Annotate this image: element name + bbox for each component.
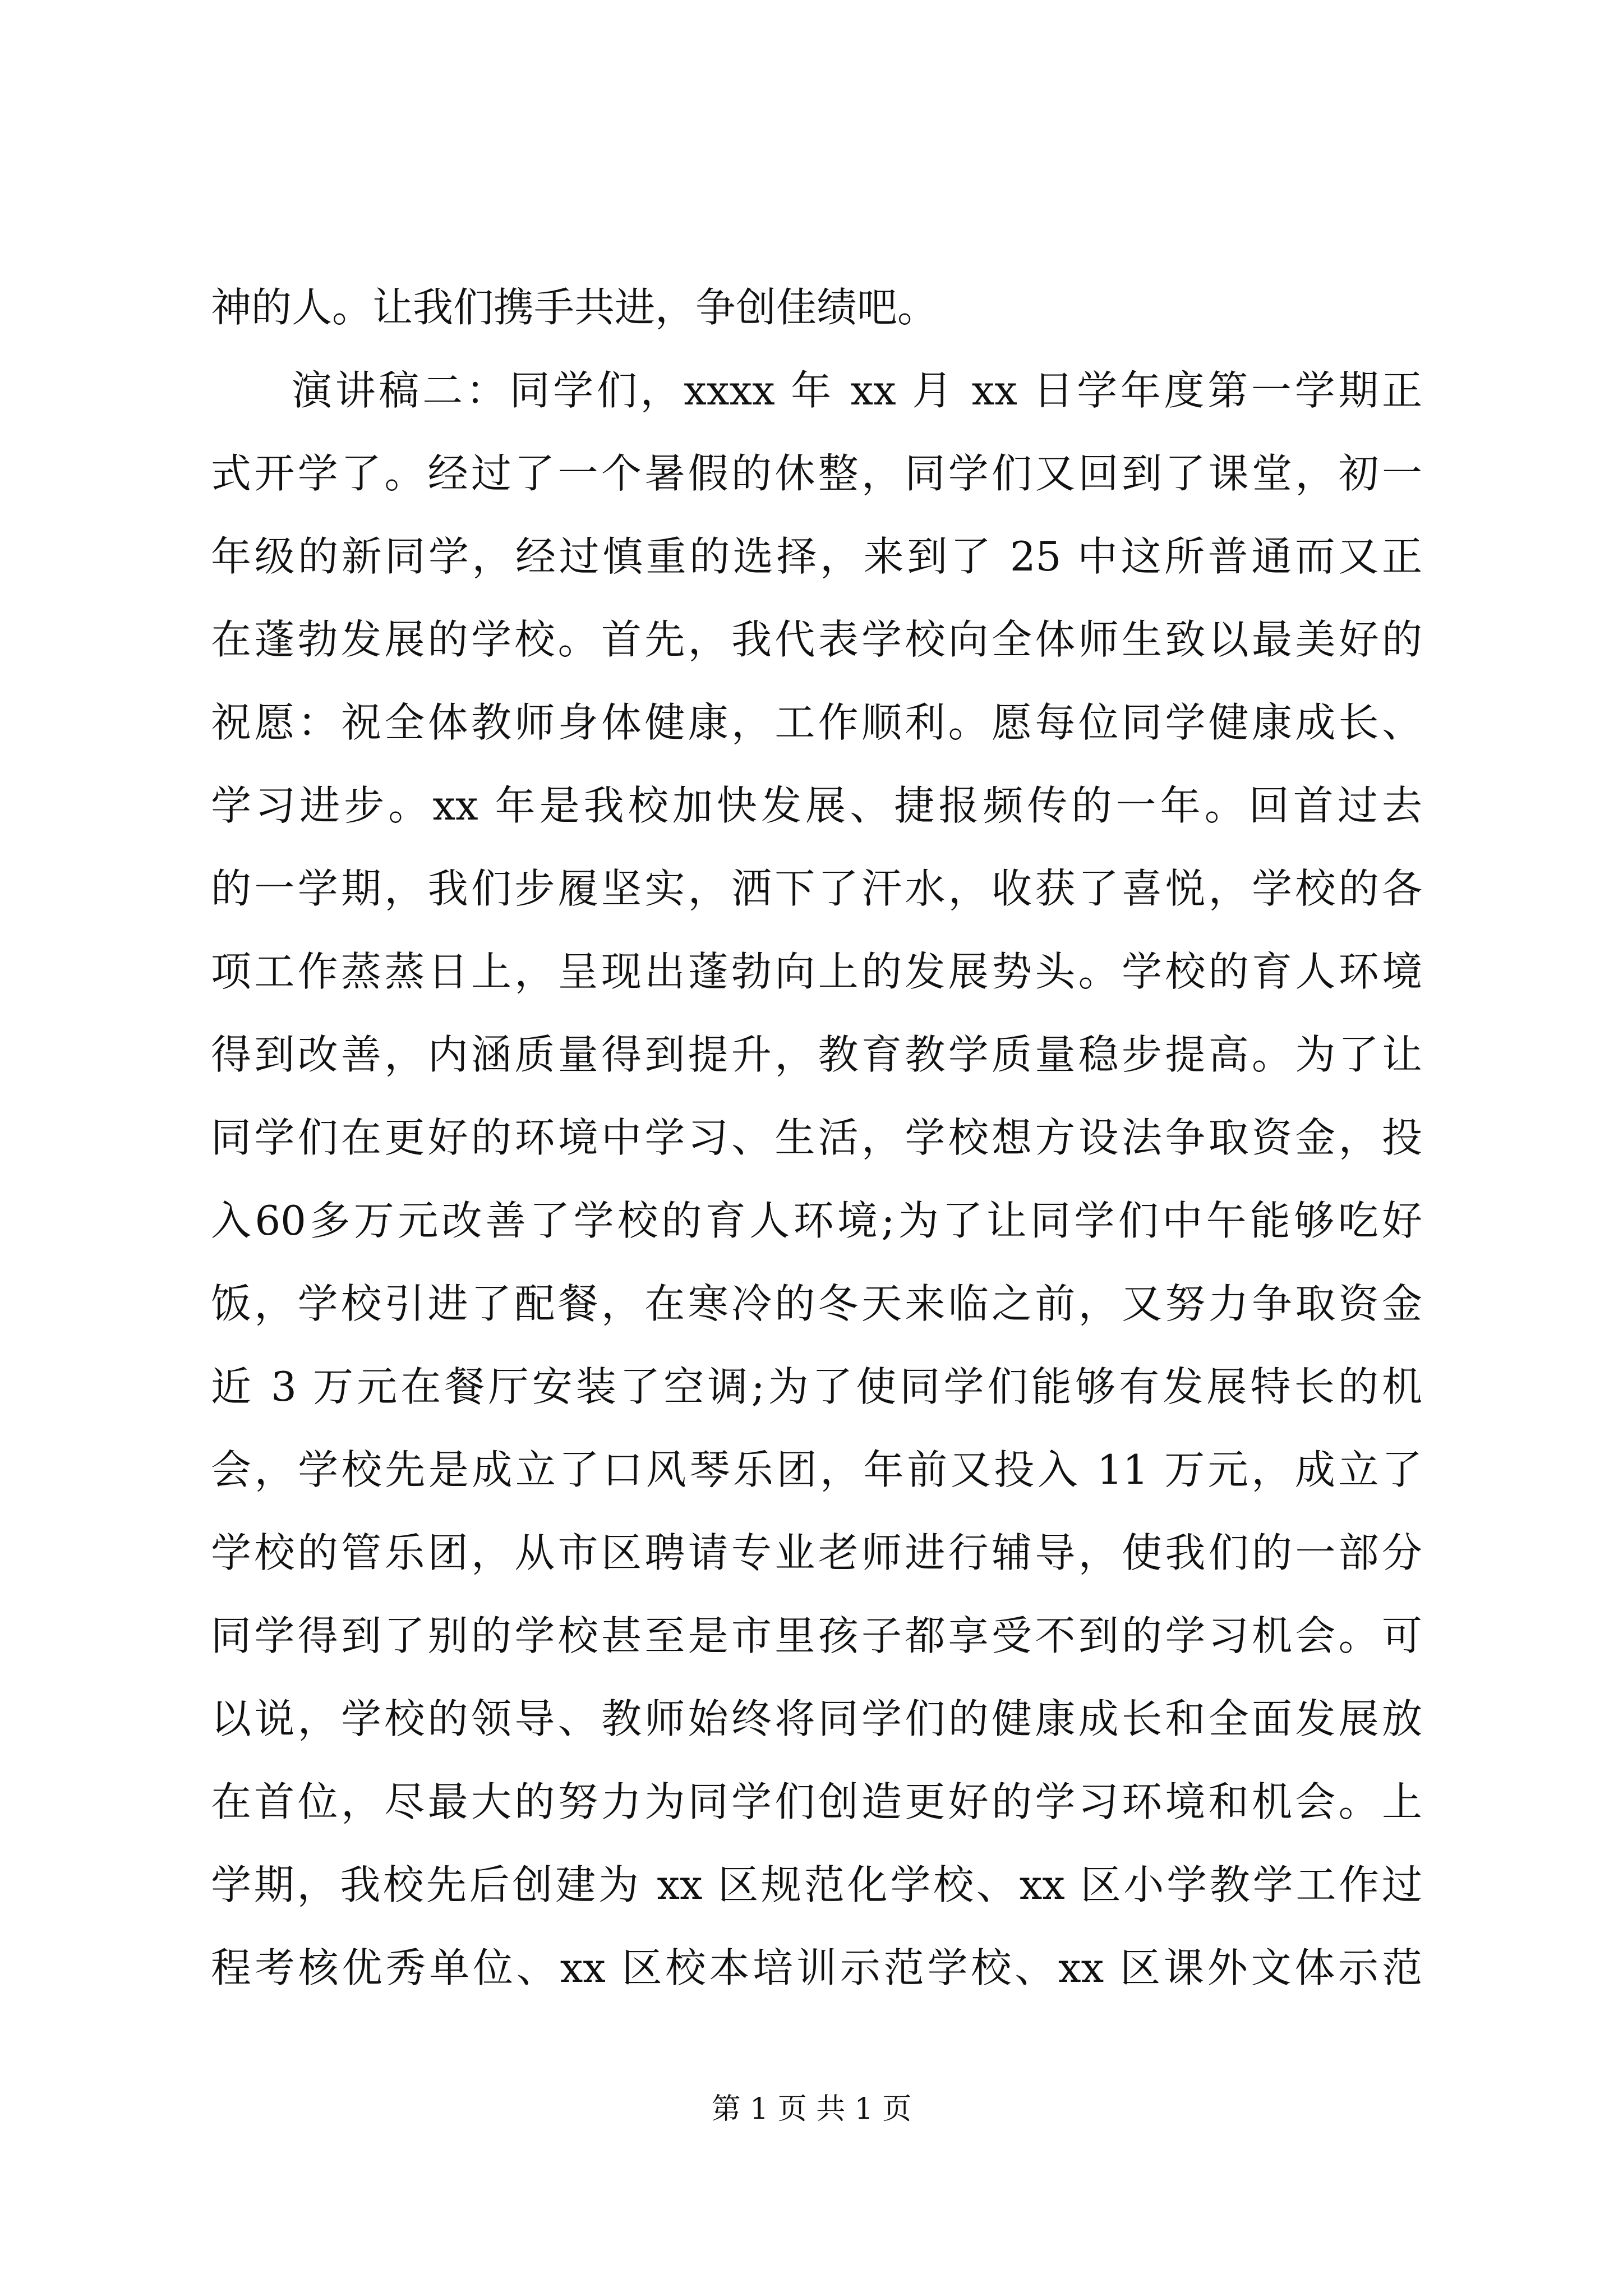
text-line: 在蓬勃发展的学校。首先，我代表学校向全体师生致以最美好的 — [211, 616, 1422, 663]
text-line: 年级的新同学，经过慎重的选择，来到了 25 中这所普通而又正 — [211, 533, 1422, 580]
text-line: 同学得到了别的学校甚至是市里孩子都享受不到的学习机会。可 — [211, 1612, 1422, 1659]
text-line: 项工作蒸蒸日上，呈现出蓬勃向上的发展势头。学校的育人环境 — [211, 948, 1422, 995]
text-line: 同学们在更好的环境中学习、生活，学校想方设法争取资金，投 — [211, 1114, 1422, 1161]
text-line: 学习进步。xx 年是我校加快发展、捷报频传的一年。回首过去 — [211, 782, 1422, 829]
text-line: 会，学校先是成立了口风琴乐团，年前又投入 11 万元，成立了 — [211, 1446, 1422, 1493]
page-number-footer: 第 1 页 共 1 页 — [711, 2092, 912, 2126]
text-line: 饭，学校引进了配餐，在寒冷的冬天来临之前，又努力争取资金 — [211, 1280, 1422, 1327]
text-line: 得到改善，内涵质量得到提升，教育教学质量稳步提高。为了让 — [211, 1031, 1422, 1078]
text-line: 祝愿：祝全体教师身体健康，工作顺利。愿每位同学健康成长、 — [211, 699, 1422, 746]
text-line: 学期，我校先后创建为 xx 区规范化学校、xx 区小学教学工作过 — [211, 1861, 1422, 1908]
text-line: 程考核优秀单位、xx 区校本培训示范学校、xx 区课外文体示范 — [211, 1944, 1422, 1991]
text-line: 演讲稿二：同学们，xxxx 年 xx 月 xx 日学年度第一学期正 — [292, 367, 1422, 414]
text-line: 入60多万元改善了学校的育人环境;为了让同学们中午能够吃好 — [211, 1197, 1422, 1244]
text-line: 以说，学校的领导、教师始终将同学们的健康成长和全面发展放 — [211, 1695, 1422, 1742]
text-line: 近 3 万元在餐厅安装了空调;为了使同学们能够有发展特长的机 — [211, 1363, 1422, 1410]
text-line: 的一学期，我们步履坚实，洒下了汗水，收获了喜悦，学校的各 — [211, 865, 1422, 912]
text-line: 学校的管乐团，从市区聘请专业老师进行辅导，使我们的一部分 — [211, 1529, 1422, 1576]
text-line: 式开学了。经过了一个暑假的休整，同学们又回到了课堂，初一 — [211, 450, 1422, 497]
document-body — [211, 266, 1422, 2009]
text-line: 神的人。让我们携手共进，争创佳绩吧。 — [211, 284, 938, 331]
text-line: 在首位，尽最大的努力为同学们创造更好的学习环境和机会。上 — [211, 1778, 1422, 1825]
